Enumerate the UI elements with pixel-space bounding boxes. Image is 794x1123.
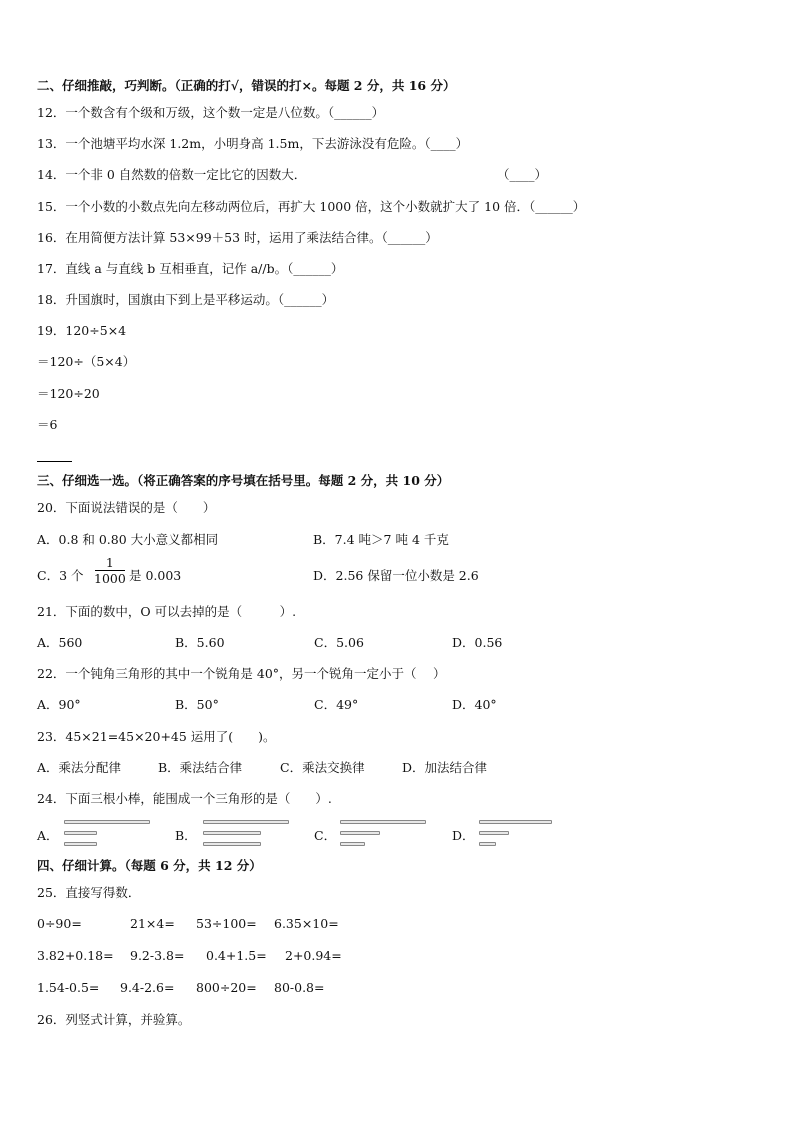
calc-item: 9.2-3.8= [130, 948, 185, 963]
stick-short [64, 831, 97, 835]
stick-short [340, 831, 380, 835]
q23-option-b: B．乘法结合律 [158, 760, 243, 775]
question-19-line-4: ＝6 [37, 417, 58, 432]
q20-option-b: B．7.4 吨＞7 吨 4 千克 [313, 532, 449, 547]
q24-option-d: D． [452, 828, 475, 843]
q22-option-c: C．49° [314, 697, 359, 712]
question-19-line-3: ＝120÷20 [37, 386, 100, 401]
fraction-numerator: 1 [105, 555, 114, 570]
calc-item: 0÷90= [37, 916, 82, 931]
stick-long [64, 820, 150, 824]
stick-long [203, 820, 289, 824]
question-15: 15．一个小数的小数点先向左移动两位后，再扩大 1000 倍，这个小数就扩大了 10 倍．（______） [37, 199, 586, 214]
q20-option-d: D．2.56 保留一位小数是 2.6 [313, 568, 479, 583]
section-2-heading: 二、仔细推敲，巧判断。（正确的打√，错误的打×。每题 2 分，共 16 分） [37, 78, 456, 93]
question-13: 13．一个池塘平均水深 1.2m，小明身高 1.5m，下去游泳没有危险。（____） [37, 136, 469, 151]
calc-item: 9.4-2.6= [120, 980, 175, 995]
stick-long [479, 820, 552, 824]
calc-item: 2+0.94= [285, 948, 342, 963]
question-25: 25．直接写得数． [37, 885, 141, 900]
question-19-line-2: ＝120÷（5×4） [37, 354, 136, 369]
stick-shortest [479, 842, 496, 846]
question-23: 23．45×21=45×20+45 运用了( )。 [37, 729, 276, 744]
q23-option-d: D．加法结合律 [402, 760, 488, 775]
q20-option-c-fraction [94, 556, 126, 585]
q20-option-c-suffix: 是 0.003 [129, 568, 182, 583]
calc-item: 80-0.8= [274, 980, 325, 995]
calc-item: 6.35×10= [274, 916, 339, 931]
section-4-heading: 四、仔细计算。（每题 6 分，共 12 分） [37, 858, 262, 873]
question-14: 14．一个非 0 自然数的倍数一定比它的因数大． [37, 167, 307, 182]
fraction-denominator: 1000 [94, 571, 126, 586]
answer-line [37, 461, 72, 462]
question-12: 12．一个数含有个级和万级，这个数一定是八位数。（______） [37, 105, 385, 120]
question-21: 21．下面的数中，O 可以去掉的是（ ）. [37, 604, 297, 619]
q22-option-a: A．90° [37, 697, 81, 712]
section-3-heading: 三、仔细选一选。（将正确答案的序号填在括号里。每题 2 分，共 10 分） [37, 473, 450, 488]
question-22: 22．一个钝角三角形的其中一个锐角是 40°，另一个锐角一定小于（ ） [37, 666, 446, 681]
calc-item: 3.82+0.18= [37, 948, 114, 963]
q21-option-b: B．5.60 [175, 635, 225, 650]
q23-option-c: C．乘法交换律 [280, 760, 365, 775]
q21-option-d: D．0.56 [452, 635, 503, 650]
question-18: 18．升国旗时，国旗由下到上是平移运动。（______） [37, 292, 335, 307]
calc-item: 53÷100= [196, 916, 257, 931]
calc-item: 21×4= [130, 916, 175, 931]
q24-option-c: C． [314, 828, 337, 843]
question-16: 16．在用简便方法计算 53×99＋53 时，运用了乘法结合律。（______） [37, 230, 438, 245]
question-24: 24．下面三根小棒，能围成一个三角形的是（ ）. [37, 791, 332, 806]
q24-option-a: A． [37, 828, 59, 843]
stick-short [64, 842, 97, 846]
stick-medium [203, 831, 261, 835]
question-19-line-1: 19．120÷5×4 [37, 323, 127, 338]
q24-option-b: B． [175, 828, 197, 843]
question-20: 20．下面说法错误的是（ ） [37, 500, 216, 515]
q20-option-a: A．0.8 和 0.80 大小意义都相同 [37, 532, 219, 547]
stick-medium [203, 842, 261, 846]
stick-shortest [340, 842, 365, 846]
q21-option-c: C．5.06 [314, 635, 364, 650]
question-26: 26．列竖式计算，并验算。 [37, 1012, 191, 1027]
question-17: 17．直线 a 与直线 b 互相垂直，记作 a//b。（______） [37, 261, 344, 276]
calc-item: 1.54-0.5= [37, 980, 100, 995]
stick-long [340, 820, 426, 824]
question-14-blank: （____） [497, 167, 548, 182]
q23-option-a: A．乘法分配律 [37, 760, 122, 775]
q22-option-b: B．50° [175, 697, 219, 712]
q21-option-a: A．560 [37, 635, 83, 650]
calc-item: 800÷20= [196, 980, 257, 995]
stick-short [479, 831, 509, 835]
q22-option-d: D．40° [452, 697, 497, 712]
calc-item: 0.4+1.5= [206, 948, 267, 963]
q20-option-c-prefix: C．3 个 [37, 568, 84, 583]
